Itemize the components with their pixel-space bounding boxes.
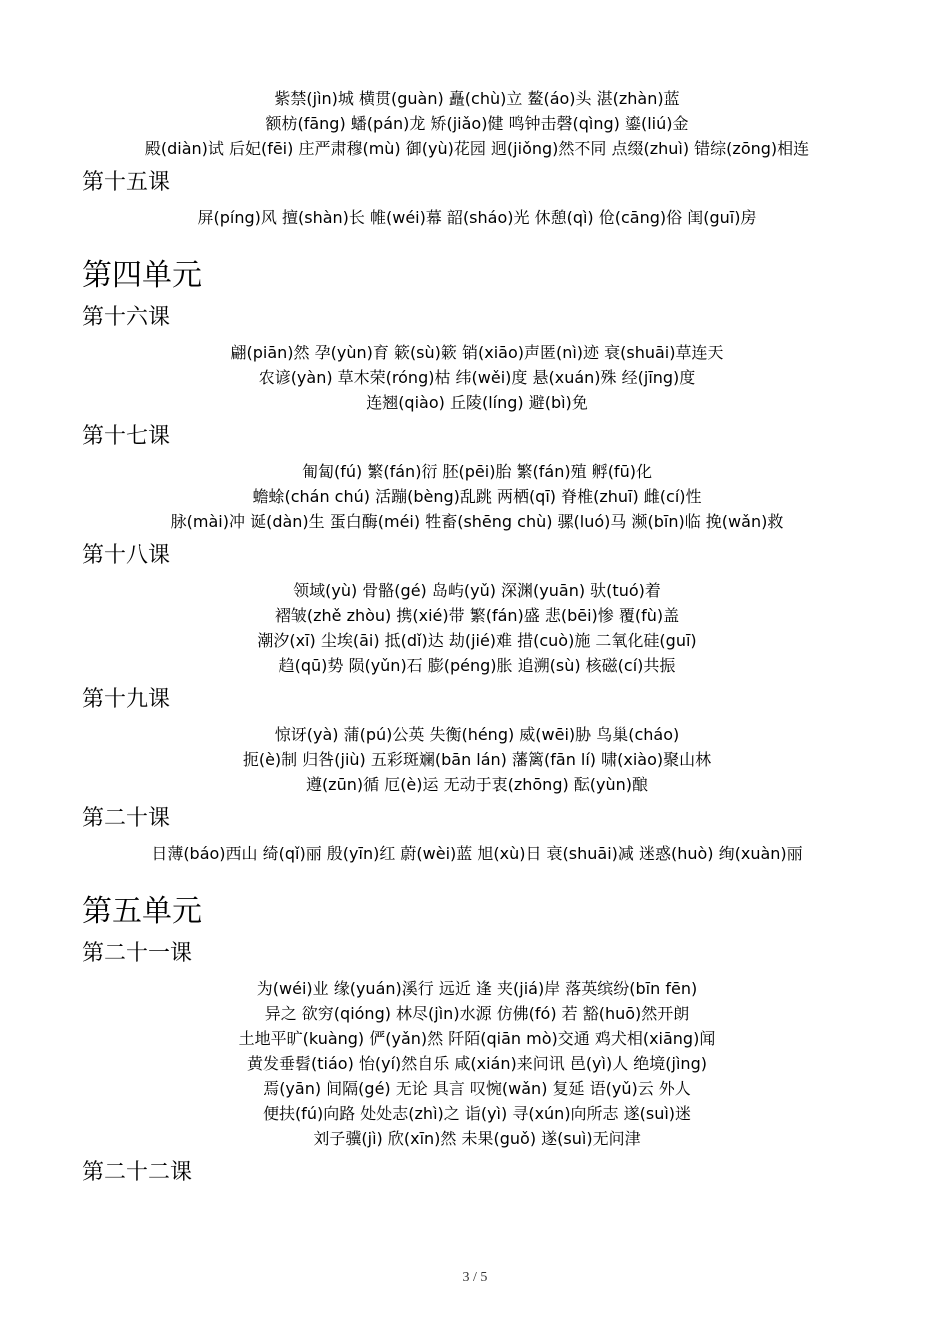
lesson-title: 第二十课 <box>82 806 171 831</box>
vocabulary-line: 异之 欲穷(qióng) 林尽(jìn)水源 仿佛(fó) 若 豁(huō)然开朗 <box>264 1004 690 1023</box>
unit-title: 第四单元 <box>82 258 202 293</box>
vocabulary-line: 匍匐(fú) 繁(fán)衍 胚(pēi)胎 繁(fán)殖 孵(fū)化 <box>302 462 652 481</box>
vocabulary-line: 蟾蜍(chán chú) 活蹦(bèng)乱跳 两栖(qī) 脊椎(zhuī) 雌(cí)性 <box>252 487 702 506</box>
vocabulary-line: 屏(píng)风 擅(shàn)长 帷(wéi)幕 韶(sháo)光 休憩(qì) 伧(cāng)俗 闺(guī)房 <box>197 208 757 227</box>
vocabulary-block <box>82 578 872 678</box>
vocabulary-line: 刘子骥(jì) 欣(xīn)然 未果(guǒ) 遂(suì)无问津 <box>313 1129 641 1148</box>
lesson-title: 第十九课 <box>82 687 171 712</box>
vocabulary-line: 潮汐(xī) 尘埃(āi) 抵(dǐ)达 劫(jié)难 措(cuò)施 二氧化硅(guī) <box>257 631 697 650</box>
vocabulary-line: 额枋(fāng) 蟠(pán)龙 矫(jiǎo)健 鸣钟击磬(qìng) 鎏(liú)金 <box>265 114 689 133</box>
vocabulary-line: 紫禁(jìn)城 横贯(guàn) 矗(chù)立 鳌(áo)头 湛(zhàn)蓝 <box>274 89 680 108</box>
vocabulary-line: 趋(qū)势 陨(yǔn)石 膨(péng)胀 追溯(sù) 核磁(cí)共振 <box>278 656 676 675</box>
vocabulary-line: 扼(è)制 归咎(jiù) 五彩斑斓(bān lán) 藩篱(fān lí) 啸(xiào)聚山林 <box>242 750 712 769</box>
lesson-title: 第十六课 <box>82 305 171 330</box>
vocabulary-block <box>82 722 872 797</box>
lesson-title: 第十八课 <box>82 543 171 568</box>
vocabulary-line: 脉(mài)冲 诞(dàn)生 蛋白酶(méi) 牲畜(shēng chù) 骡(luó)马 濒(bīn)临 挽(wǎn)救 <box>170 512 784 531</box>
unit-title: 第五单元 <box>82 894 202 929</box>
vocabulary-block <box>82 340 872 415</box>
lesson-title: 第十七课 <box>82 424 171 449</box>
vocabulary-line: 土地平旷(kuàng) 俨(yǎn)然 阡陌(qiān mò)交通 鸡犬相(xiāng)闻 <box>238 1029 716 1048</box>
vocabulary-line: 日薄(báo)西山 绮(qǐ)丽 殷(yīn)红 蔚(wèi)蓝 旭(xù)日 衰(shuāi)减 迷惑(huò) 绚(xuàn)丽 <box>151 844 803 863</box>
vocabulary-block <box>82 976 872 1151</box>
page-number: 3 / 5 <box>462 1270 488 1285</box>
vocabulary-line: 翩(piān)然 孕(yùn)育 簌(sù)簌 销(xiāo)声匿(nì)迹 衰(shuāi)草连天 <box>230 343 724 362</box>
vocabulary-block <box>82 86 872 161</box>
lesson-title: 第十五课 <box>82 170 171 195</box>
vocabulary-block <box>82 841 872 866</box>
vocabulary-block <box>82 205 872 230</box>
vocabulary-line: 焉(yān) 间隔(gé) 无论 具言 叹惋(wǎn) 复延 语(yǔ)云 外人 <box>263 1079 691 1098</box>
lesson-title: 第二十二课 <box>82 1160 193 1185</box>
vocabulary-line: 殿(diàn)试 后妃(fēi) 庄严肃穆(mù) 御(yù)花园 迥(jiǒng)然不同 点缀(zhuì) 错综(zōng)相连 <box>144 139 810 158</box>
vocabulary-line: 遵(zūn)循 厄(è)运 无动于衷(zhōng) 酝(yùn)酿 <box>305 775 649 794</box>
vocabulary-line: 为(wéi)业 缘(yuán)溪行 远近 逢 夹(jiá)岸 落英缤纷(bīn fēn) <box>256 979 698 998</box>
document-body <box>82 86 872 1187</box>
vocabulary-line: 黄发垂髫(tiáo) 怡(yí)然自乐 咸(xián)来问讯 邑(yì)人 绝境(jìng) <box>247 1054 707 1073</box>
vocabulary-line: 领域(yù) 骨骼(gé) 岛屿(yǔ) 深渊(yuān) 驮(tuó)着 <box>293 581 661 600</box>
vocabulary-line: 农谚(yàn) 草木荣(róng)枯 纬(wěi)度 悬(xuán)殊 经(jīng)度 <box>258 368 696 387</box>
vocabulary-block <box>82 459 872 534</box>
vocabulary-line: 褶皱(zhě zhòu) 携(xié)带 繁(fán)盛 悲(bēi)惨 覆(fù)盖 <box>274 606 680 625</box>
vocabulary-line: 连翘(qiào) 丘陵(líng) 避(bì)免 <box>366 393 588 412</box>
vocabulary-line: 惊讶(yà) 蒲(pú)公英 失衡(héng) 威(wēi)胁 鸟巢(cháo) <box>274 725 680 744</box>
lesson-title: 第二十一课 <box>82 941 193 966</box>
vocabulary-line: 便扶(fú)向路 处处志(zhì)之 诣(yì) 寻(xún)向所志 遂(suì)迷 <box>262 1104 692 1123</box>
